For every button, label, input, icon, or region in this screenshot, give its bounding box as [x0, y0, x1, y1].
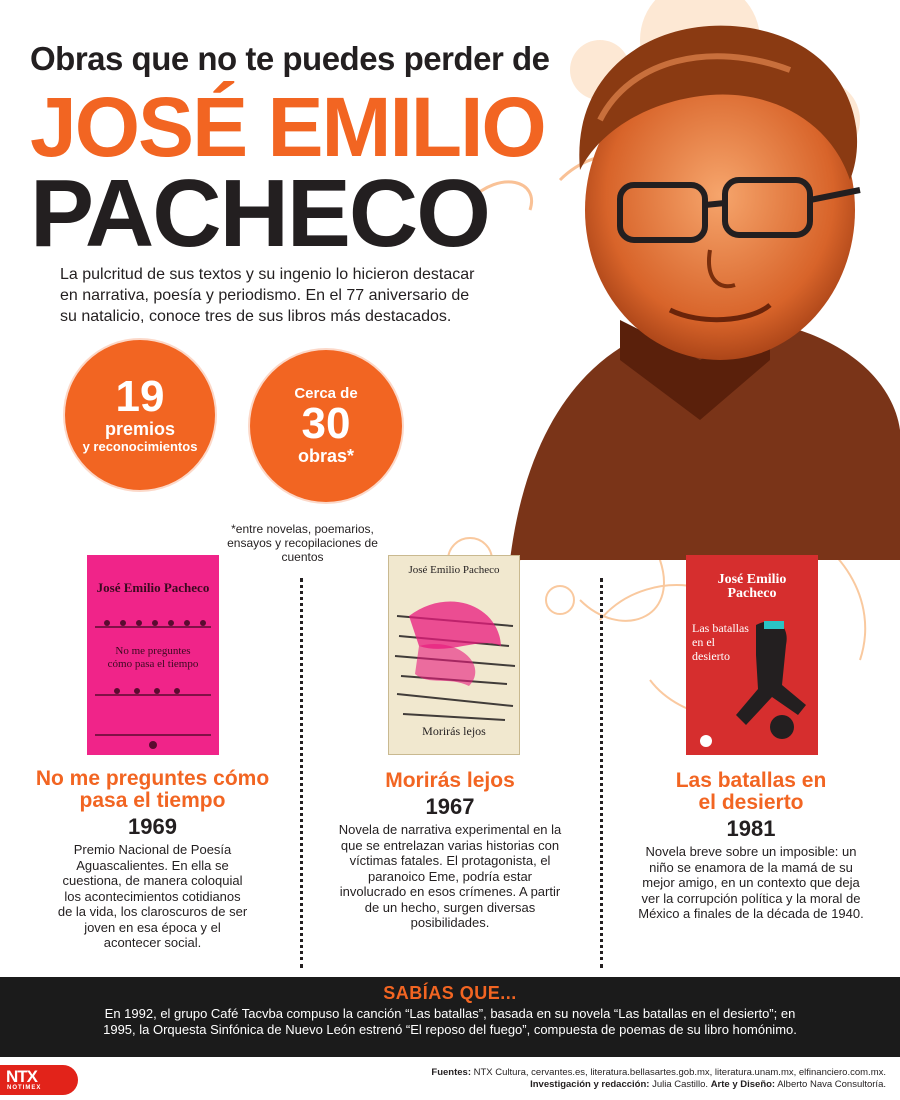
sources: NTX Cultura, cervantes.es, literatura.bellasartes.gob.mx, literatura.unam.mx, elfinanciero.com.mx.	[473, 1067, 886, 1078]
book-title: Morirás lejos	[385, 769, 515, 792]
book-description: Novela breve sobre un imposible: un niño se enamora de la mamá de su mejor amigo, en un contexto que deja ver la corrupción política y la moral de México a finales de la década de 1940.	[638, 844, 864, 921]
cover-author: José Emilio Pacheco	[717, 572, 787, 601]
book-entry-1	[20, 768, 285, 951]
cover-author: José Emilio Pacheco	[408, 564, 500, 576]
did-you-know-text: En 1992, el grupo Café Tacvba compuso la canción “Las batallas”, basada en su novela “Las batallas en el desierto”; en 1995, la Orquesta Sinfónica de Nuevo León estrenó “El reposo del fuego”, compuesta de poemas de su libro homónimo.	[103, 1006, 797, 1037]
cover-author: José Emilio Pacheco	[96, 580, 210, 595]
did-you-know-title: SABÍAS QUE...	[383, 983, 517, 1003]
book-description: Novela de narrativa experimental en la que se entrelazan varias historias con víctimas fatales. El protagonista, el paranoico Eme, podría estar involucrado en esos crímenes. A partir de un hecho, surgen diversas posibilidades.	[338, 822, 562, 930]
kicker: Obras que no te puedes perder de	[30, 40, 550, 77]
logo-text: NTX	[6, 1067, 37, 1086]
notimex-logo	[0, 1065, 78, 1095]
book-cover-1	[87, 555, 219, 755]
stat-label: premios	[104, 419, 176, 439]
title-line-2: PACHECO	[30, 160, 489, 267]
did-you-know-banner	[0, 977, 900, 1057]
book-year: 1981	[726, 816, 776, 841]
book-entry-2	[330, 770, 570, 931]
book-cover-2	[388, 555, 520, 755]
stat-label: obras*	[297, 446, 355, 466]
header	[30, 40, 550, 267]
book-description: Premio Nacional de Poesía Aguascalientes. En ella se cuestiona, de manera coloquial los acontecimientos cotidianos de la vida, los claroscuros de ser joven en esa época y el acontecer social.	[57, 842, 248, 950]
stat-badge-awards	[65, 340, 215, 490]
intro-text: La pulcritud de sus textos y su ingenio lo hicieron destacar en narrativa, poesía y periodismo. En el 77 aniversario de su natalicio, conoce tres de sus libros más destacados.	[60, 266, 475, 325]
stat-number: 19	[115, 372, 165, 421]
book-entry-3	[620, 770, 882, 922]
book-cover-3	[686, 555, 818, 755]
stat-sublabel: y reconocimientos	[82, 439, 198, 454]
credits	[431, 1067, 886, 1091]
stat-number: 30	[301, 399, 351, 448]
design-label: Arte y Diseño:	[710, 1079, 776, 1090]
title-line-1: JOSÉ EMILIO	[30, 80, 545, 174]
stat-prefix: Cerca de	[294, 385, 358, 402]
book-title: Las batallas en el desierto	[675, 769, 827, 814]
cover-title: No me preguntes cómo pasa el tiempo	[107, 645, 199, 670]
cover-title: Las batallas en el desierto	[692, 621, 749, 663]
stat-badge-works	[250, 350, 402, 502]
design: Alberto Nava Consultoría.	[777, 1079, 886, 1090]
cover-title: Morirás lejos	[422, 724, 486, 738]
book-year: 1967	[425, 794, 475, 819]
sources-label: Fuentes:	[431, 1067, 471, 1078]
footnote: *entre novelas, poemarios, ensayos y recopilaciones de cuentos	[227, 522, 378, 564]
footer	[0, 1057, 900, 1100]
book-year: 1969	[128, 814, 177, 839]
logo-subtext: NOTIMEX	[7, 1085, 42, 1091]
research-label: Investigación y redacción:	[530, 1079, 650, 1090]
divider-2	[600, 578, 603, 968]
divider-1	[300, 578, 303, 968]
book-title: No me preguntes cómo pasa el tiempo	[35, 767, 270, 812]
research: Julia Castillo.	[652, 1079, 709, 1090]
